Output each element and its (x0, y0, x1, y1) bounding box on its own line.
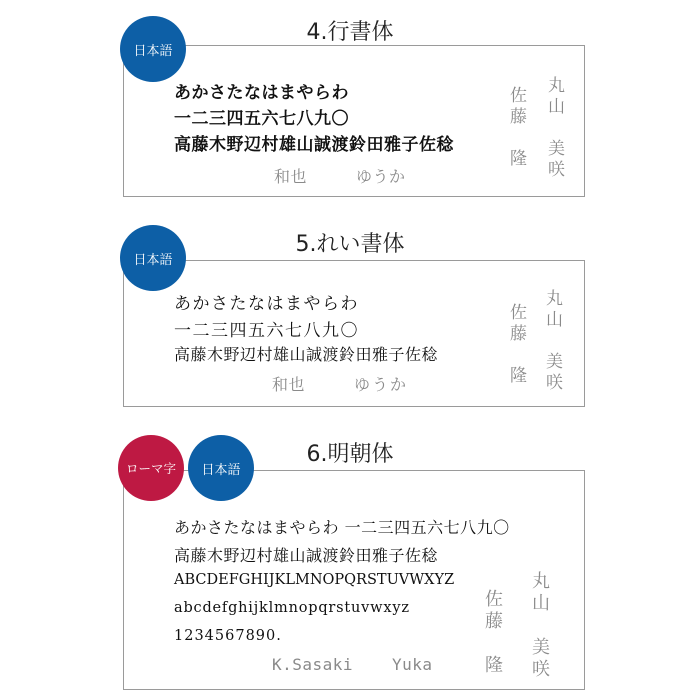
vertical-name-1: 丸山 美咲 (529, 571, 550, 681)
card-gyosho (123, 45, 585, 197)
given-name-2: ゆうか (356, 167, 406, 186)
sample-line-uppercase: ABCDEFGHIJKLMNOPQRSTUVWXYZ (174, 572, 455, 588)
sample-line-kana: あかさたなはまやらわ (174, 294, 359, 314)
section-title-6: 6.明朝体 (306, 442, 394, 467)
sample-line-lowercase: abcdefghijklmnopqrstuvwxyz (174, 600, 410, 616)
sample-line-numerals: 一二三四五六七八九〇 (174, 109, 349, 129)
vertical-name-1: 丸山 美咲 (544, 76, 564, 181)
romaji-name-1: K.Sasaki (272, 655, 354, 674)
sample-line-kana: あかさたなはまやらわ (174, 83, 349, 103)
given-name-1: 和也 (272, 375, 306, 394)
section-title-5: 5.れい書体 (295, 232, 405, 257)
given-name-1: 和也 (274, 167, 308, 186)
vertical-name-2: 佐藤 隆 (482, 589, 503, 677)
badge-romaji: ローマ字 (118, 435, 184, 501)
badge-japanese: 日本語 (120, 16, 186, 82)
section-title-4: 4.行書体 (306, 20, 394, 45)
badge-japanese: 日本語 (188, 435, 254, 501)
card-reisho (123, 260, 585, 407)
card-mincho (123, 470, 585, 690)
vertical-name-2: 佐藤 隆 (506, 86, 526, 170)
sample-line-kana-numerals: あかさたなはまやらわ 一二三四五六七八九〇 (174, 518, 510, 537)
vertical-name-2: 佐藤 隆 (506, 303, 526, 387)
romaji-name-2: Yuka (392, 655, 433, 674)
sample-line-kanji: 高藤木野辺村雄山誠渡鈴田雅子佐稔 (174, 546, 439, 565)
sample-line-kanji: 高藤木野辺村雄山誠渡鈴田雅子佐稔 (174, 135, 454, 155)
sample-line-kanji: 高藤木野辺村雄山誠渡鈴田雅子佐稔 (174, 345, 439, 364)
vertical-name-1: 丸山 美咲 (542, 289, 562, 394)
given-name-2: ゆうか (354, 375, 409, 394)
sample-line-digits: 1234567890. (174, 628, 282, 644)
sample-line-numerals: 一二三四五六七八九〇 (174, 321, 359, 341)
badge-japanese: 日本語 (120, 225, 186, 291)
